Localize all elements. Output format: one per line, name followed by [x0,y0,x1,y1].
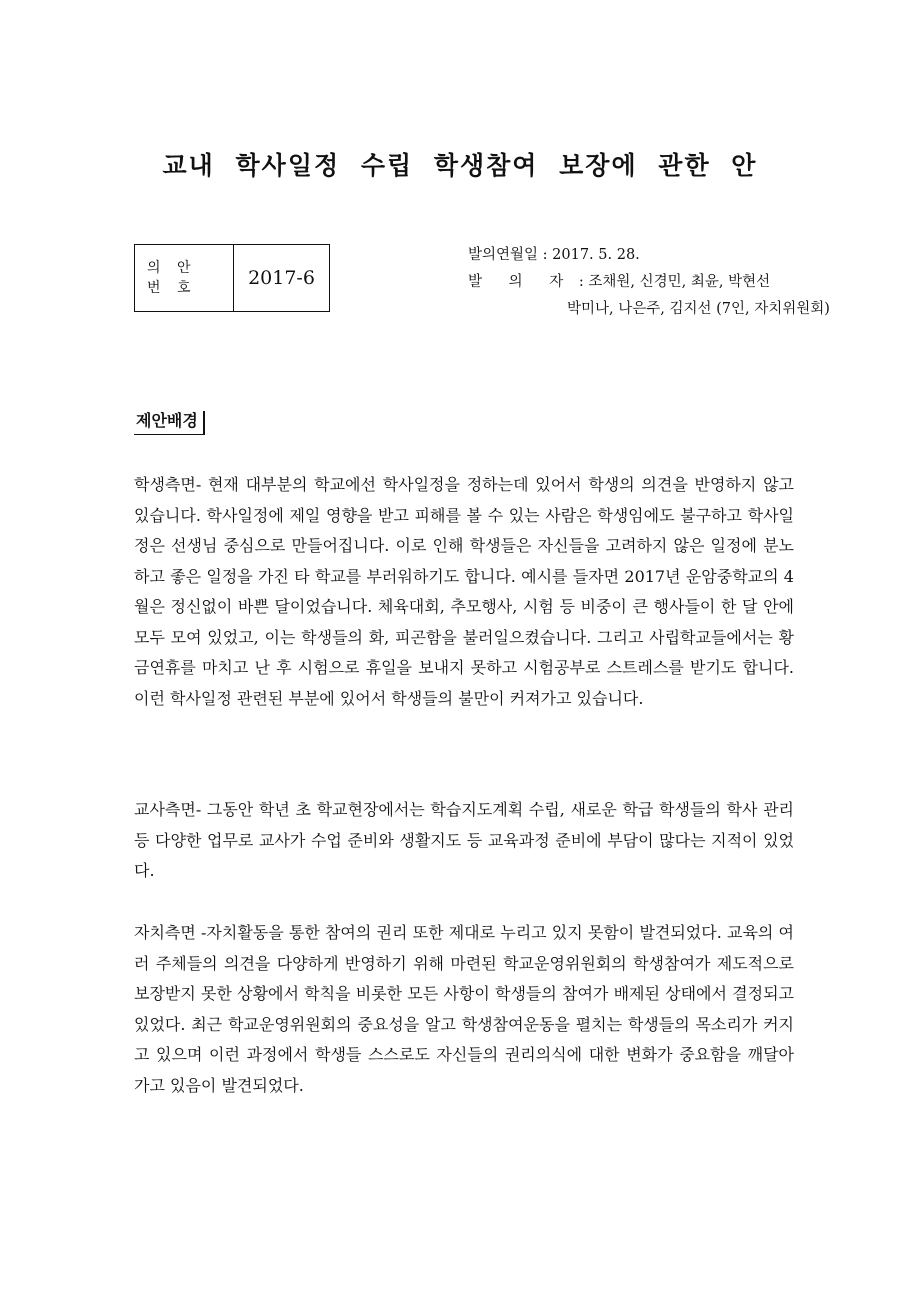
proposers-line2-row [468,296,830,323]
proposers-line1: : 조채원, 신경민, 최윤, 박현선 [578,274,771,290]
proposal-date-label: 발의연월일 [468,247,539,263]
paragraph-autonomy-aspect: 자치측면 -자치활동을 통한 참여의 권리 또한 제대로 누리고 있지 못함이 발견되었다. 교육의 여러 주체들의 의견을 다양하게 반영하기 위해 마련된 학교운영위원회의 학생참여가 제도적으로 보장받지 못한 상황에서 학칙을 비롯한 모든 사항이 학생들의 참여가 배제된 상태에서 결정되고 있었다. 최근 학교운영위원회의 중요성을 알고 학생참여운동을 펼치는 학생들의 목소리가 커지고 있으며 이런 과정에서 학생들 스스로도 자신들의 권리의식에 대한 변화가 중요함을 깨달아 가고 있음이 발견되었다. [134,923,794,1095]
proposers-line2: 박미나, 나은주, 김지선 (7인, 자치위원회) [567,301,830,317]
bill-label-line1: 의 안 [147,260,197,276]
paragraph-teacher-aspect: 교사측면- 그동안 학년 초 학교현장에서는 학습지도계획 수립, 새로운 학급 학생들의 학사 관리 등 다양한 업무로 교사가 수업 준비와 생활지도 등 교육과정 준비에 부담이 많다는 지적이 있었다. [134,800,794,880]
proposal-date-value: : 2017. 5. 28. [542,247,640,263]
proposers-label: 발 의 자 [468,274,575,290]
proposal-date-row [468,242,830,269]
bill-label-line2: 번 호 [147,280,197,296]
document-title: 교내 학사일정 수립 학생참여 보장에 관한 안 [162,151,758,180]
bill-number-table [134,244,330,312]
section-heading: 제안배경 [134,408,204,435]
paragraph-student-aspect: 학생측면- 현재 대부분의 학교에선 학사일정을 정하는데 있어서 학생의 의견을 반영하지 않고 있습니다. 학사일정에 제일 영향을 받고 피해를 볼 수 있는 사람은 학생임에도 불구하고 학사일정은 선생님 중심으로 만들어집니다. 이로 인해 학생들은 자신들을 고려하지 않은 일정에 분노하고 좋은 일정을 가진 타 학교를 부러워하기도 합니다. 예시를 들자면 2017년 운암중학교의 4월은 정신없이 바쁜 달이었습니다. 체육대회, 추모행사, 시험 등 비중이 큰 행사들이 한 달 안에 모두 모여 있었고, 이는 학생들의 화, 피곤함을 불러일으켰습니다. 그리고 사립학교들에서는 황금연휴를 마치고 난 후 시험으로 휴일을 보내지 못하고 시험공부로 스트레스를 받기도 합니다. 이런 학사일정 관련된 부분에 있어서 학생들의 불만이 커져가고 있습니다. [134,475,794,708]
proposers-row [468,269,830,296]
bill-number-value: 2017-6 [234,245,330,312]
proposal-meta [468,242,830,323]
bill-number-label [135,245,234,312]
